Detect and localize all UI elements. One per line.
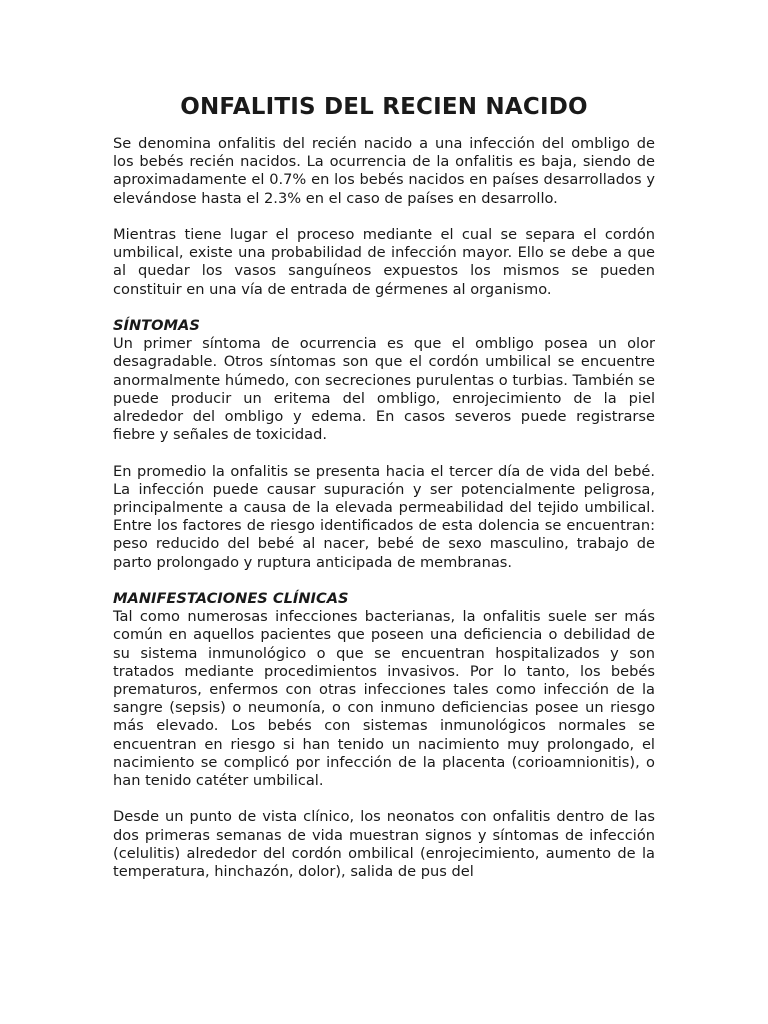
sintomas-paragraph-1: Un primer síntoma de ocurrencia es que el ombligo posea un olor desagradable. Otros síntomas son que el cordón umbilical se encuentre anormalmente húmedo, con secreciones purulentas o turbias. También se puede producir un eritema del ombligo, enrojecimiento de la piel alrededor del ombligo y edema. En casos severos puede registrarse fiebre y señales de toxicidad.: [113, 335, 655, 444]
document-page: [113, 0, 655, 881]
intro-paragraph-1: Se denomina onfalitis del recién nacido a una infección del ombligo de los bebés recién nacidos. La ocurrencia de la onfalitis es baja, siendo de aproximadamente el 0.7% en los bebés nacidos en países desarrollados y elevándose hasta el 2.3% en el caso de países en desarrollo.: [113, 135, 655, 207]
manifestaciones-paragraph-1: Tal como numerosas infecciones bacterianas, la onfalitis suele ser más común en aquellos pacientes que poseen una deficiencia o debilidad de su sistema inmunológico o que se encuentran hospitalizados y son tratados mediante procedimientos invasivos. Por lo tanto, los bebés prematuros, enfermos con otras infecciones tales como infección de la sangre (sepsis) o neumonía, o con inmuno deficiencias posee un riesgo más elevado. Los bebés con sistemas inmunológicos normales se encuentran en riesgo si han tenido un nacimiento muy prolongado, el nacimiento se complicó por infección de la placenta (corioamnionitis), o han tenido catéter umbilical.: [113, 608, 655, 790]
section-heading-sintomas: SÍNTOMAS: [113, 317, 200, 334]
paragraph-gap: [113, 299, 655, 317]
intro-paragraph-2: Mientras tiene lugar el proceso mediante el cual se separa el cordón umbilical, existe una probabilidad de infección mayor. Ello se debe a que al quedar los vasos sanguíneos expuestos los mismos se pueden constituir en una vía de entrada de gérmenes al organismo.: [113, 226, 655, 298]
manifestaciones-paragraph-2: Desde un punto de vista clínico, los neonatos con onfalitis dentro de las dos primeras semanas de vida muestran signos y síntomas de infección (celulitis) alrededor del cordón ombilical (enrojecimiento, aumento de la temperatura, hinchazón, dolor), salida de pus del: [113, 808, 655, 881]
paragraph-gap: [113, 208, 655, 226]
document-title: ONFALITIS DEL RECIEN NACIDO: [180, 94, 588, 120]
paragraph-gap: [113, 572, 655, 590]
sintomas-paragraph-2: En promedio la onfalitis se presenta hacia el tercer día de vida del bebé. La infección puede causar supuración y ser potencialmente peligrosa, principalmente a causa de la elevada permeabilidad del tejido umbilical. Entre los factores de riesgo identificados de esta dolencia se encuentran: peso reducido del bebé al nacer, bebé de sexo masculino, trabajo de parto prolongado y ruptura anticipada de membranas.: [113, 462, 655, 571]
paragraph-gap: [113, 790, 655, 808]
paragraph-gap: [113, 444, 655, 462]
section-heading-manifestaciones: MANIFESTACIONES CLÍNICAS: [113, 590, 349, 608]
